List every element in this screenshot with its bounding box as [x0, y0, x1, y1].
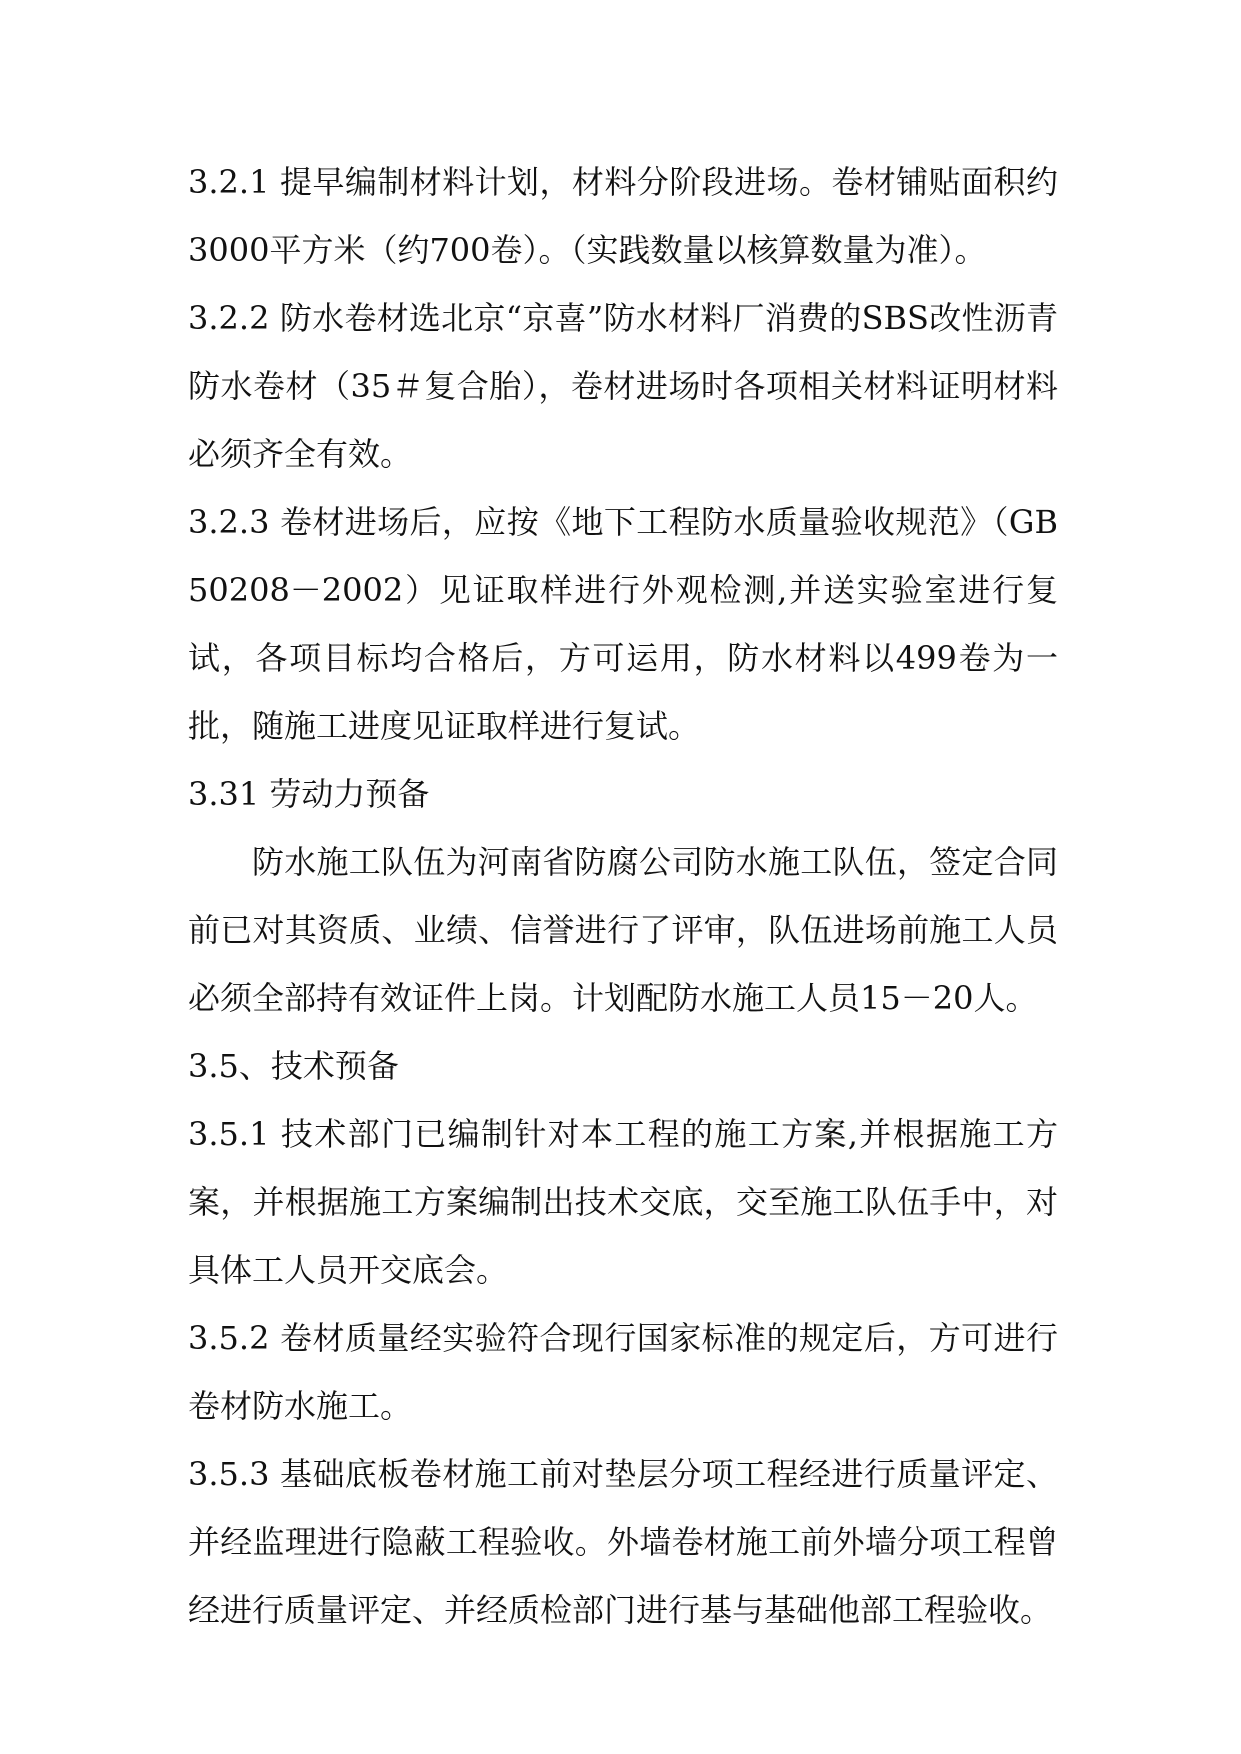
- section-heading-labor: 3.31 劳动力预备: [188, 775, 430, 813]
- paragraph-3-2-3: 3.2.3 卷材进场后，应按《地下工程防水质量验收规范》（GB50208－2002）见证取样进行外观检测,并送实验室进行复试，各项目标均合格后，方可运用，防水材料以499卷为一批，随施工进度见证取样进行复试。: [188, 503, 1058, 745]
- paragraph-3-5-3: 3.5.3 基础底板卷材施工前对垫层分项工程经进行质量评定、并经监理进行隐蔽工程验收。外墙卷材施工前外墙分项工程曾经进行质量评定、并经质检部门进行基与基础他部工程验收。: [188, 1455, 1058, 1629]
- paragraph-3-5-1: 3.5.1 技术部门已编制针对本工程的施工方案,并根据施工方案，并根据施工方案编制出技术交底，交至施工队伍手中，对具体工人员开交底会。: [188, 1115, 1058, 1289]
- paragraph-3-2-1: 3.2.1 提早编制材料计划，材料分阶段进场。卷材铺贴面积约3000平方米（约700卷）。（实践数量以核算数量为准）。: [188, 163, 1058, 269]
- paragraph-labor-team: 防水施工队伍为河南省防腐公司防水施工队伍，签定合同前已对其资质、业绩、信誉进行了评审，队伍进场前施工人员必须全部持有效证件上岗。计划配防水施工人员15－20人。: [188, 843, 1058, 1017]
- paragraph-3-5-2: 3.5.2 卷材质量经实验符合现行国家标准的规定后，方可进行卷材防水施工。: [188, 1319, 1058, 1425]
- section-heading-technical: 3.5、技术预备: [188, 1047, 399, 1085]
- paragraph-3-2-2: 3.2.2 防水卷材选北京“京喜”防水材料厂消费的SBS改性沥青防水卷材（35＃复合胎），卷材进场时各项相关材料证明材料必须齐全有效。: [188, 299, 1058, 473]
- document-body: [188, 148, 1058, 1644]
